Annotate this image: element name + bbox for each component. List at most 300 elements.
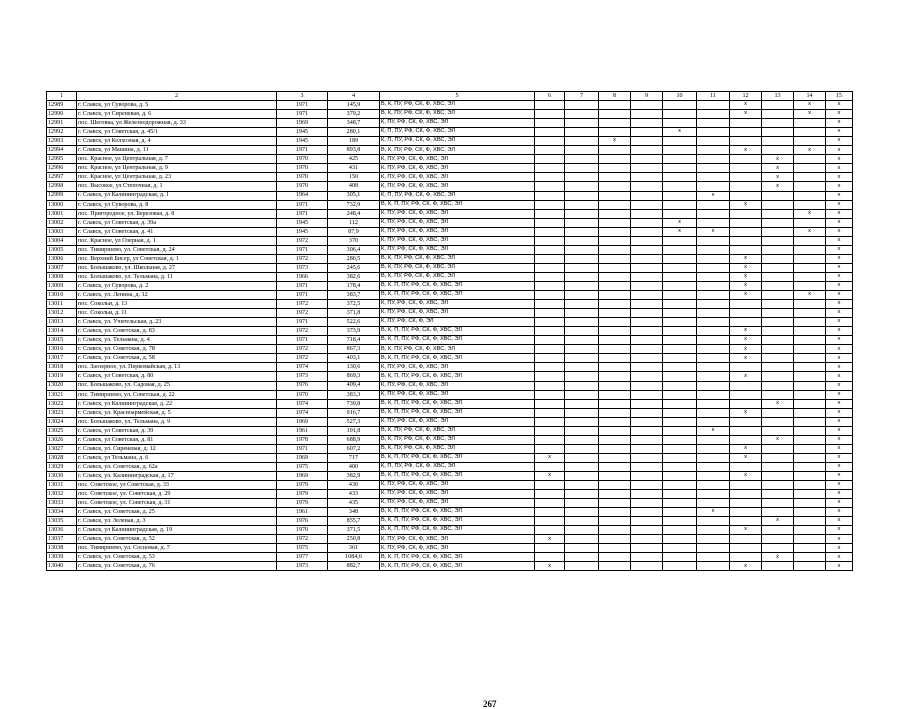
row-area: 607,2 <box>328 444 380 453</box>
row-flag-col-11 <box>697 526 730 535</box>
table-row <box>47 146 853 155</box>
row-flag-col-7 <box>565 453 599 462</box>
column-header-12: 12 <box>730 92 762 101</box>
row-flag-col-9 <box>631 453 663 462</box>
row-flag-col-7 <box>565 336 599 345</box>
row-id: 13040 <box>47 562 77 571</box>
row-id: 13004 <box>47 236 77 245</box>
row-services: К, ПУ, РФ, СК, Ф, ХВС, ЭЛ <box>380 499 535 508</box>
row-flag-col-10 <box>663 354 697 363</box>
row-flag-col-6 <box>535 444 565 453</box>
row-flag-col-10 <box>663 155 697 164</box>
row-area: 248,4 <box>328 209 380 218</box>
row-flag-col-13 <box>762 119 794 128</box>
row-flag-col-13 <box>762 499 794 508</box>
row-flag-col-7 <box>565 444 599 453</box>
table-row <box>47 508 853 517</box>
row-year: 1972 <box>277 254 328 263</box>
row-flag-col-8 <box>599 191 631 200</box>
row-flag-col-6 <box>535 417 565 426</box>
row-services: К, ПУ, РФ, СК, Ф, ХВС, ЭЛ <box>380 236 535 245</box>
row-year: 1977 <box>277 553 328 562</box>
row-flag-col-13 <box>762 327 794 336</box>
row-area: 1084,6 <box>328 553 380 562</box>
row-flag-col-15: x <box>826 254 853 263</box>
table-row <box>47 327 853 336</box>
row-flag-col-9 <box>631 281 663 290</box>
row-flag-col-14 <box>794 481 826 490</box>
row-flag-col-15: x <box>826 408 853 417</box>
row-flag-col-13 <box>762 508 794 517</box>
row-flag-col-15: x <box>826 562 853 571</box>
row-flag-col-7 <box>565 481 599 490</box>
row-id: 13037 <box>47 535 77 544</box>
row-flag-col-7 <box>565 272 599 281</box>
row-flag-col-15: x <box>826 227 853 236</box>
row-flag-col-10 <box>663 200 697 209</box>
row-flag-col-12 <box>730 535 762 544</box>
row-flag-col-13 <box>762 110 794 119</box>
table-row <box>47 453 853 462</box>
row-address: пос. Большаково, ул. Школьная, д. 27 <box>77 263 277 272</box>
row-address: г. Славск, ул Советская, д. 39 <box>77 426 277 435</box>
row-flag-col-7 <box>565 128 599 137</box>
row-flag-col-6 <box>535 318 565 327</box>
row-flag-col-13: x <box>762 553 794 562</box>
row-flag-col-7 <box>565 390 599 399</box>
row-year: 1969 <box>277 453 328 462</box>
row-flag-col-15: x <box>826 517 853 526</box>
row-flag-col-14 <box>794 254 826 263</box>
row-flag-col-10 <box>663 318 697 327</box>
row-services: К, П, ПУ, РФ, СК, Ф, ХВС, ЭЛ <box>380 191 535 200</box>
row-flag-col-14 <box>794 462 826 471</box>
row-flag-col-11 <box>697 417 730 426</box>
row-flag-col-8 <box>599 462 631 471</box>
row-id: 13034 <box>47 508 77 517</box>
row-flag-col-12 <box>730 300 762 309</box>
row-year: 1970 <box>277 155 328 164</box>
row-flag-col-14 <box>794 390 826 399</box>
row-flag-col-9 <box>631 137 663 146</box>
row-id: 13039 <box>47 553 77 562</box>
row-address: г. Славск, ул. Тельмана, д. 4 <box>77 336 277 345</box>
row-year: 1979 <box>277 499 328 508</box>
table-row <box>47 291 853 300</box>
row-year: 1973 <box>277 562 328 571</box>
row-services: В, К, П, ПУ, РФ, СК, Ф, ХВС, ЭЛ <box>380 517 535 526</box>
row-id: 13031 <box>47 481 77 490</box>
row-flag-col-13 <box>762 309 794 318</box>
row-flag-col-15: x <box>826 481 853 490</box>
row-flag-col-7 <box>565 535 599 544</box>
row-services: В, К, П, ПУ, РФ, СК, Ф, ХВС, ЭЛ <box>380 200 535 209</box>
row-flag-col-9 <box>631 110 663 119</box>
row-id: 13008 <box>47 272 77 281</box>
table-row <box>47 263 853 272</box>
row-flag-col-14: x <box>794 227 826 236</box>
table-row <box>47 471 853 480</box>
row-flag-col-15: x <box>826 101 853 110</box>
row-year: 1972 <box>277 309 328 318</box>
row-flag-col-9 <box>631 263 663 272</box>
row-flag-col-14 <box>794 562 826 571</box>
row-area: 425 <box>328 155 380 164</box>
row-flag-col-15: x <box>826 399 853 408</box>
row-flag-col-9 <box>631 372 663 381</box>
row-flag-col-8 <box>599 200 631 209</box>
row-services: К, ПУ, РФ, СК, Ф, ХВС, ЭЛ <box>380 227 535 236</box>
table-row <box>47 182 853 191</box>
row-flag-col-7 <box>565 254 599 263</box>
row-flag-col-11 <box>697 481 730 490</box>
row-flag-col-9 <box>631 236 663 245</box>
row-area: 433 <box>328 490 380 499</box>
column-header-13: 13 <box>762 92 794 101</box>
row-flag-col-6 <box>535 182 565 191</box>
row-flag-col-7 <box>565 426 599 435</box>
row-flag-col-6 <box>535 435 565 444</box>
row-flag-col-12 <box>730 309 762 318</box>
row-flag-col-8 <box>599 453 631 462</box>
row-flag-col-12: x <box>730 263 762 272</box>
row-flag-col-9 <box>631 490 663 499</box>
row-flag-col-13 <box>762 336 794 345</box>
row-flag-col-12 <box>730 155 762 164</box>
row-address: г. Славск, ул. Ленина, д. 12 <box>77 291 277 300</box>
row-flag-col-6 <box>535 426 565 435</box>
row-id: 12993 <box>47 137 77 146</box>
row-flag-col-8 <box>599 236 631 245</box>
row-flag-col-13 <box>762 481 794 490</box>
row-flag-col-7 <box>565 354 599 363</box>
row-flag-col-9 <box>631 128 663 137</box>
row-flag-col-13 <box>762 390 794 399</box>
row-flag-col-11 <box>697 164 730 173</box>
row-flag-col-15: x <box>826 363 853 372</box>
row-flag-col-8 <box>599 426 631 435</box>
row-flag-col-8 <box>599 291 631 300</box>
row-flag-col-14 <box>794 417 826 426</box>
row-area: 130,6 <box>328 363 380 372</box>
row-year: 1970 <box>277 390 328 399</box>
row-flag-col-12: x <box>730 110 762 119</box>
row-flag-col-13: x <box>762 182 794 191</box>
row-id: 13012 <box>47 309 77 318</box>
row-flag-col-13 <box>762 227 794 236</box>
row-flag-col-9 <box>631 471 663 480</box>
row-flag-col-12 <box>730 435 762 444</box>
row-year: 1971 <box>277 281 328 290</box>
row-address: г. Славск, ул Советская, д. 41 <box>77 227 277 236</box>
row-area: 379,2 <box>328 110 380 119</box>
row-flag-col-14 <box>794 345 826 354</box>
row-flag-col-15: x <box>826 137 853 146</box>
row-flag-col-10: x <box>663 128 697 137</box>
row-flag-col-10 <box>663 245 697 254</box>
row-flag-col-15: x <box>826 245 853 254</box>
row-id: 13032 <box>47 490 77 499</box>
table-row <box>47 417 853 426</box>
row-address: г. Славск, ул. Зеленая, д. 3 <box>77 517 277 526</box>
row-flag-col-13 <box>762 146 794 155</box>
row-id: 13019 <box>47 372 77 381</box>
row-address: пос. Советское, ул Советская, д. 33 <box>77 481 277 490</box>
row-area: 916,7 <box>328 408 380 417</box>
row-area: 383,7 <box>328 291 380 300</box>
row-flag-col-15: x <box>826 300 853 309</box>
row-area: 178,4 <box>328 281 380 290</box>
row-flag-col-8 <box>599 499 631 508</box>
row-address: пос. Тимирязево, ул. Сосновая, д. 7 <box>77 544 277 553</box>
row-services: К, ПУ, РФ, СК, Ф, ХВС, ЭЛ <box>380 245 535 254</box>
row-flag-col-13 <box>762 137 794 146</box>
row-flag-col-8 <box>599 399 631 408</box>
row-flag-col-15: x <box>826 426 853 435</box>
row-flag-col-11 <box>697 390 730 399</box>
row-flag-col-11 <box>697 309 730 318</box>
row-flag-col-6 <box>535 381 565 390</box>
row-flag-col-8 <box>599 345 631 354</box>
row-services: В, К, ПУ, РФ, СК, Ф, ХВС, ЭЛ <box>380 426 535 435</box>
row-flag-col-11 <box>697 345 730 354</box>
row-flag-col-11: x <box>697 227 730 236</box>
row-flag-col-11 <box>697 182 730 191</box>
row-flag-col-13: x <box>762 399 794 408</box>
row-year: 1971 <box>277 110 328 119</box>
row-flag-col-11 <box>697 336 730 345</box>
table-row <box>47 110 853 119</box>
row-flag-col-6 <box>535 300 565 309</box>
row-area: 522,6 <box>328 318 380 327</box>
column-header-4: 4 <box>328 92 380 101</box>
row-flag-col-8 <box>599 562 631 571</box>
row-address: г. Славск, ул Тельмана, д. 6 <box>77 453 277 462</box>
row-services: К, ПУ, РФ, СК, Ф, ХВС, ЭЛ <box>380 300 535 309</box>
row-services: В, К, П, ПУ, РФ, СК, Ф, ХВС, ЭЛ <box>380 508 535 517</box>
column-header-8: 8 <box>599 92 631 101</box>
row-flag-col-6 <box>535 327 565 336</box>
row-services: В, К, ПУ, РФ, СК, Ф, ХВС, ЭЛ <box>380 254 535 263</box>
row-flag-col-9 <box>631 291 663 300</box>
row-year: 1971 <box>277 291 328 300</box>
row-address: г. Славск, ул Калининградская, д. 1 <box>77 191 277 200</box>
row-year: 1973 <box>277 263 328 272</box>
row-id: 13023 <box>47 408 77 417</box>
row-year: 1971 <box>277 444 328 453</box>
row-flag-col-7 <box>565 372 599 381</box>
row-flag-col-12 <box>730 417 762 426</box>
table-row <box>47 426 853 435</box>
row-flag-col-10 <box>663 390 697 399</box>
row-flag-col-11 <box>697 119 730 128</box>
row-flag-col-14: x <box>794 146 826 155</box>
row-flag-col-9 <box>631 390 663 399</box>
row-flag-col-9 <box>631 146 663 155</box>
row-id: 12997 <box>47 173 77 182</box>
row-flag-col-10 <box>663 209 697 218</box>
row-flag-col-11 <box>697 544 730 553</box>
row-flag-col-12: x <box>730 101 762 110</box>
row-flag-col-15: x <box>826 191 853 200</box>
row-flag-col-6 <box>535 372 565 381</box>
row-year: 1972 <box>277 300 328 309</box>
row-flag-col-6 <box>535 110 565 119</box>
row-flag-col-15: x <box>826 309 853 318</box>
row-flag-col-7 <box>565 517 599 526</box>
row-flag-col-15: x <box>826 291 853 300</box>
table-row <box>47 499 853 508</box>
row-flag-col-9 <box>631 209 663 218</box>
row-flag-col-8 <box>599 444 631 453</box>
row-flag-col-12 <box>730 508 762 517</box>
table-row <box>47 490 853 499</box>
row-flag-col-6 <box>535 263 565 272</box>
row-flag-col-10 <box>663 137 697 146</box>
row-flag-col-11 <box>697 245 730 254</box>
row-year: 1971 <box>277 209 328 218</box>
row-flag-col-11 <box>697 318 730 327</box>
row-flag-col-13: x <box>762 517 794 526</box>
row-flag-col-15: x <box>826 462 853 471</box>
row-flag-col-7 <box>565 300 599 309</box>
row-flag-col-7 <box>565 508 599 517</box>
row-flag-col-8 <box>599 309 631 318</box>
row-flag-col-9 <box>631 354 663 363</box>
row-flag-col-10 <box>663 336 697 345</box>
row-flag-col-11 <box>697 218 730 227</box>
row-flag-col-8 <box>599 209 631 218</box>
row-address: г. Славск, ул. Советская, д. 25 <box>77 508 277 517</box>
row-year: 1975 <box>277 544 328 553</box>
row-flag-col-6 <box>535 526 565 535</box>
row-flag-col-6 <box>535 155 565 164</box>
row-address: г. Славск, ул Колхозная, д. 4 <box>77 137 277 146</box>
table-row <box>47 462 853 471</box>
row-id: 12992 <box>47 128 77 137</box>
row-flag-col-13: x <box>762 435 794 444</box>
column-header-3: 3 <box>277 92 328 101</box>
row-flag-col-9 <box>631 381 663 390</box>
row-flag-col-9 <box>631 101 663 110</box>
row-flag-col-12 <box>730 245 762 254</box>
column-header-9: 9 <box>631 92 663 101</box>
row-id: 13002 <box>47 218 77 227</box>
row-flag-col-12: x <box>730 526 762 535</box>
row-flag-col-6 <box>535 200 565 209</box>
row-flag-col-9 <box>631 191 663 200</box>
row-flag-col-8 <box>599 128 631 137</box>
row-flag-col-14 <box>794 499 826 508</box>
row-flag-col-6: x <box>535 562 565 571</box>
row-flag-col-9 <box>631 426 663 435</box>
row-flag-col-10: x <box>663 227 697 236</box>
row-flag-col-11: x <box>697 426 730 435</box>
row-flag-col-14 <box>794 336 826 345</box>
row-flag-col-14 <box>794 200 826 209</box>
row-services: В, К, ПУ, РФ, СК, Ф, ХВС, ЭЛ <box>380 101 535 110</box>
row-flag-col-13 <box>762 544 794 553</box>
row-flag-col-8 <box>599 526 631 535</box>
row-flag-col-6 <box>535 236 565 245</box>
row-address: пос. Высокое, ул Степочная, д. 1 <box>77 182 277 191</box>
row-year: 1945 <box>277 227 328 236</box>
row-flag-col-12 <box>730 390 762 399</box>
row-year: 1970 <box>277 173 328 182</box>
row-id: 13022 <box>47 399 77 408</box>
row-flag-col-8 <box>599 218 631 227</box>
row-flag-col-11 <box>697 354 730 363</box>
row-flag-col-7 <box>565 209 599 218</box>
row-area: 305,1 <box>328 191 380 200</box>
row-flag-col-7 <box>565 309 599 318</box>
row-flag-col-11 <box>697 408 730 417</box>
row-flag-col-10 <box>663 399 697 408</box>
row-area: 286,5 <box>328 254 380 263</box>
row-year: 1971 <box>277 245 328 254</box>
row-flag-col-9 <box>631 119 663 128</box>
row-address: пос. Красное, ул Центральная, д. 23 <box>77 173 277 182</box>
row-flag-col-13 <box>762 318 794 327</box>
row-area: 435 <box>328 499 380 508</box>
row-id: 13028 <box>47 453 77 462</box>
row-flag-col-10 <box>663 426 697 435</box>
row-flag-col-12: x <box>730 291 762 300</box>
row-year: 1974 <box>277 408 328 417</box>
row-flag-col-12 <box>730 399 762 408</box>
row-flag-col-15: x <box>826 354 853 363</box>
row-id: 13026 <box>47 435 77 444</box>
row-flag-col-12: x <box>730 453 762 462</box>
row-flag-col-11 <box>697 128 730 137</box>
table-row <box>47 137 853 146</box>
row-area: 400 <box>328 462 380 471</box>
row-flag-col-13 <box>762 300 794 309</box>
row-flag-col-11 <box>697 110 730 119</box>
row-flag-col-9 <box>631 408 663 417</box>
column-header-14: 14 <box>794 92 826 101</box>
row-year: 1974 <box>277 363 328 372</box>
row-flag-col-7 <box>565 399 599 408</box>
row-address: г. Славск, ул Суворова, д. 8 <box>77 200 277 209</box>
row-address: пос. Сокольи, д. 11 <box>77 309 277 318</box>
row-flag-col-8 <box>599 318 631 327</box>
row-year: 1966 <box>277 272 328 281</box>
row-id: 12990 <box>47 110 77 119</box>
column-header-2: 2 <box>77 92 277 101</box>
table-row <box>47 526 853 535</box>
row-year: 1971 <box>277 101 328 110</box>
row-services: В, К, П, ПУ, РФ, СК, Ф, ХВС, ЭЛ <box>380 336 535 345</box>
row-flag-col-8 <box>599 227 631 236</box>
row-id: 13016 <box>47 345 77 354</box>
row-flag-col-13 <box>762 281 794 290</box>
row-id: 13020 <box>47 381 77 390</box>
row-flag-col-12 <box>730 164 762 173</box>
row-flag-col-10 <box>663 164 697 173</box>
row-flag-col-12: x <box>730 408 762 417</box>
row-flag-col-10 <box>663 363 697 372</box>
column-header-1: 1 <box>47 92 77 101</box>
row-address: пос. Заозерное, ул. Первомайская, д. 13 <box>77 363 277 372</box>
row-area: 112 <box>328 218 380 227</box>
row-area: 348,7 <box>328 119 380 128</box>
row-id: 13015 <box>47 336 77 345</box>
row-flag-col-15: x <box>826 218 853 227</box>
row-flag-col-9 <box>631 435 663 444</box>
row-flag-col-13 <box>762 408 794 417</box>
row-services: К, ПУ, РФ, СК, Ф, ХВС, ЭЛ <box>380 309 535 318</box>
